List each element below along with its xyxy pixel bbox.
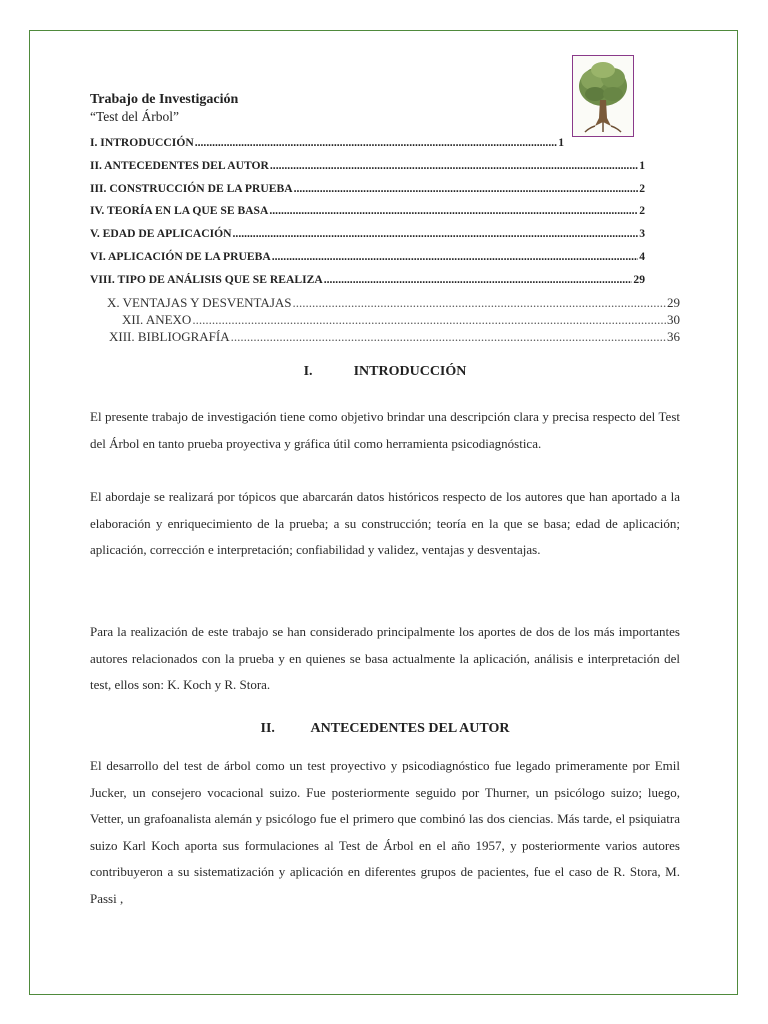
toc-entry[interactable] bbox=[90, 223, 645, 246]
toc-label: V. EDAD DE APLICACIÓN bbox=[90, 227, 232, 241]
toc-leader bbox=[270, 155, 638, 178]
toc-leader bbox=[195, 132, 557, 155]
toc-label: III. CONSTRUCCIÓN DE LA PRUEBA bbox=[90, 181, 293, 195]
toc-label: X. VENTAJAS Y DESVENTAJAS bbox=[107, 295, 292, 310]
toc-label: VI. APLICACIÓN DE LA PRUEBA bbox=[90, 249, 271, 263]
section-number: II. bbox=[260, 721, 275, 736]
toc-page: 29 bbox=[667, 295, 680, 310]
toc-leader bbox=[294, 178, 639, 201]
section-title: ANTECEDENTES DEL AUTOR bbox=[310, 721, 510, 736]
toc-leader bbox=[231, 328, 666, 345]
toc-entry[interactable] bbox=[90, 178, 645, 201]
paragraph: El abordaje se realizará por tópicos que abarcarán datos históricos respecto de los autores que han aportado a la elaboración y enriquecimiento de la prueba; a su construcción; teoría en la que se basa; edad de aplicación; aplicación, corrección e interpretación; confiabilidad y validez, ventajas y desventajas. bbox=[90, 489, 680, 557]
toc-label: VIII. TIPO DE ANÁLISIS QUE SE REALIZA bbox=[90, 272, 323, 286]
toc-page: 30 bbox=[667, 312, 680, 327]
paragraph: El presente trabajo de investigación tiene como objetivo brindar una descripción clara y precisa respecto del Test del Árbol en tanto prueba proyectiva y gráfica útil como herramienta psicodiagnóstica. bbox=[90, 409, 680, 451]
toc-page: 1 bbox=[558, 136, 564, 149]
document-title: Trabajo de Investigación bbox=[90, 92, 239, 107]
toc-label: I. INTRODUCCIÓN bbox=[90, 136, 194, 149]
toc-entry[interactable] bbox=[90, 328, 680, 345]
toc-leader bbox=[272, 246, 639, 269]
toc-leader bbox=[324, 269, 633, 292]
section-number: I. bbox=[303, 364, 313, 379]
toc-page: 3 bbox=[639, 227, 645, 241]
toc-entry[interactable] bbox=[90, 200, 645, 223]
toc-label: XII. ANEXO bbox=[122, 312, 192, 327]
toc-entry[interactable] bbox=[90, 155, 645, 178]
section-heading-introduccion bbox=[90, 364, 680, 380]
toc-page: 36 bbox=[667, 329, 680, 344]
toc-leader bbox=[269, 200, 638, 223]
document-subtitle: “Test del Árbol” bbox=[90, 109, 180, 124]
paragraph: El desarrollo del test de árbol como un test proyectivo y psicodiagnóstico fue legado primeramente por Emil Jucker, un consejero vocacional suizo. Fue posteriormente seguido por Thurner, un psicólogo suizo; luego, Vetter, un grafoanalista alemán y psicólogo fue el primero que combinó las dos ciencias. Más tarde, el psiquiatra suizo Karl Koch aporta sus formulaciones al Test de Árbol en el año 1957, y posteriormente varios autores contribuyeron a su sistematización y aplicación en diferentes grupos de pacientes, fue el caso de R. Stora, M. Passi , bbox=[90, 758, 680, 906]
toc-entry[interactable] bbox=[90, 132, 564, 155]
toc-leader bbox=[192, 311, 666, 328]
title-block bbox=[90, 91, 550, 125]
toc-page: 2 bbox=[639, 181, 645, 195]
toc-page: 2 bbox=[639, 204, 645, 218]
toc-label: II. ANTECEDENTES DEL AUTOR bbox=[90, 158, 269, 172]
toc-entry[interactable] bbox=[90, 269, 645, 292]
paragraph: Para la realización de este trabajo se han considerado principalmente los aportes de dos de los más importantes autores relacionados con la prueba y en quienes se basa actualmente la aplicación, análisis e interpretación del test, ellos son: K. Koch y R. Stora. bbox=[90, 624, 680, 692]
toc-page: 1 bbox=[639, 158, 645, 172]
toc-label: XIII. BIBLIOGRAFÍA bbox=[109, 329, 230, 344]
toc-leader bbox=[233, 223, 639, 246]
toc-entry[interactable] bbox=[90, 294, 680, 311]
toc-leader bbox=[293, 294, 666, 311]
table-of-contents-continued bbox=[90, 294, 680, 345]
toc-entry[interactable] bbox=[90, 246, 645, 269]
toc-label: IV. TEORÍA EN LA QUE SE BASA bbox=[90, 204, 269, 218]
tree-illustration-icon bbox=[572, 55, 634, 137]
section-heading-antecedentes bbox=[90, 721, 680, 737]
toc-entry[interactable] bbox=[90, 311, 680, 328]
toc-page: 29 bbox=[633, 272, 645, 286]
table-of-contents bbox=[90, 132, 645, 292]
toc-page: 4 bbox=[639, 249, 645, 263]
section-title: INTRODUCCIÓN bbox=[353, 364, 467, 379]
